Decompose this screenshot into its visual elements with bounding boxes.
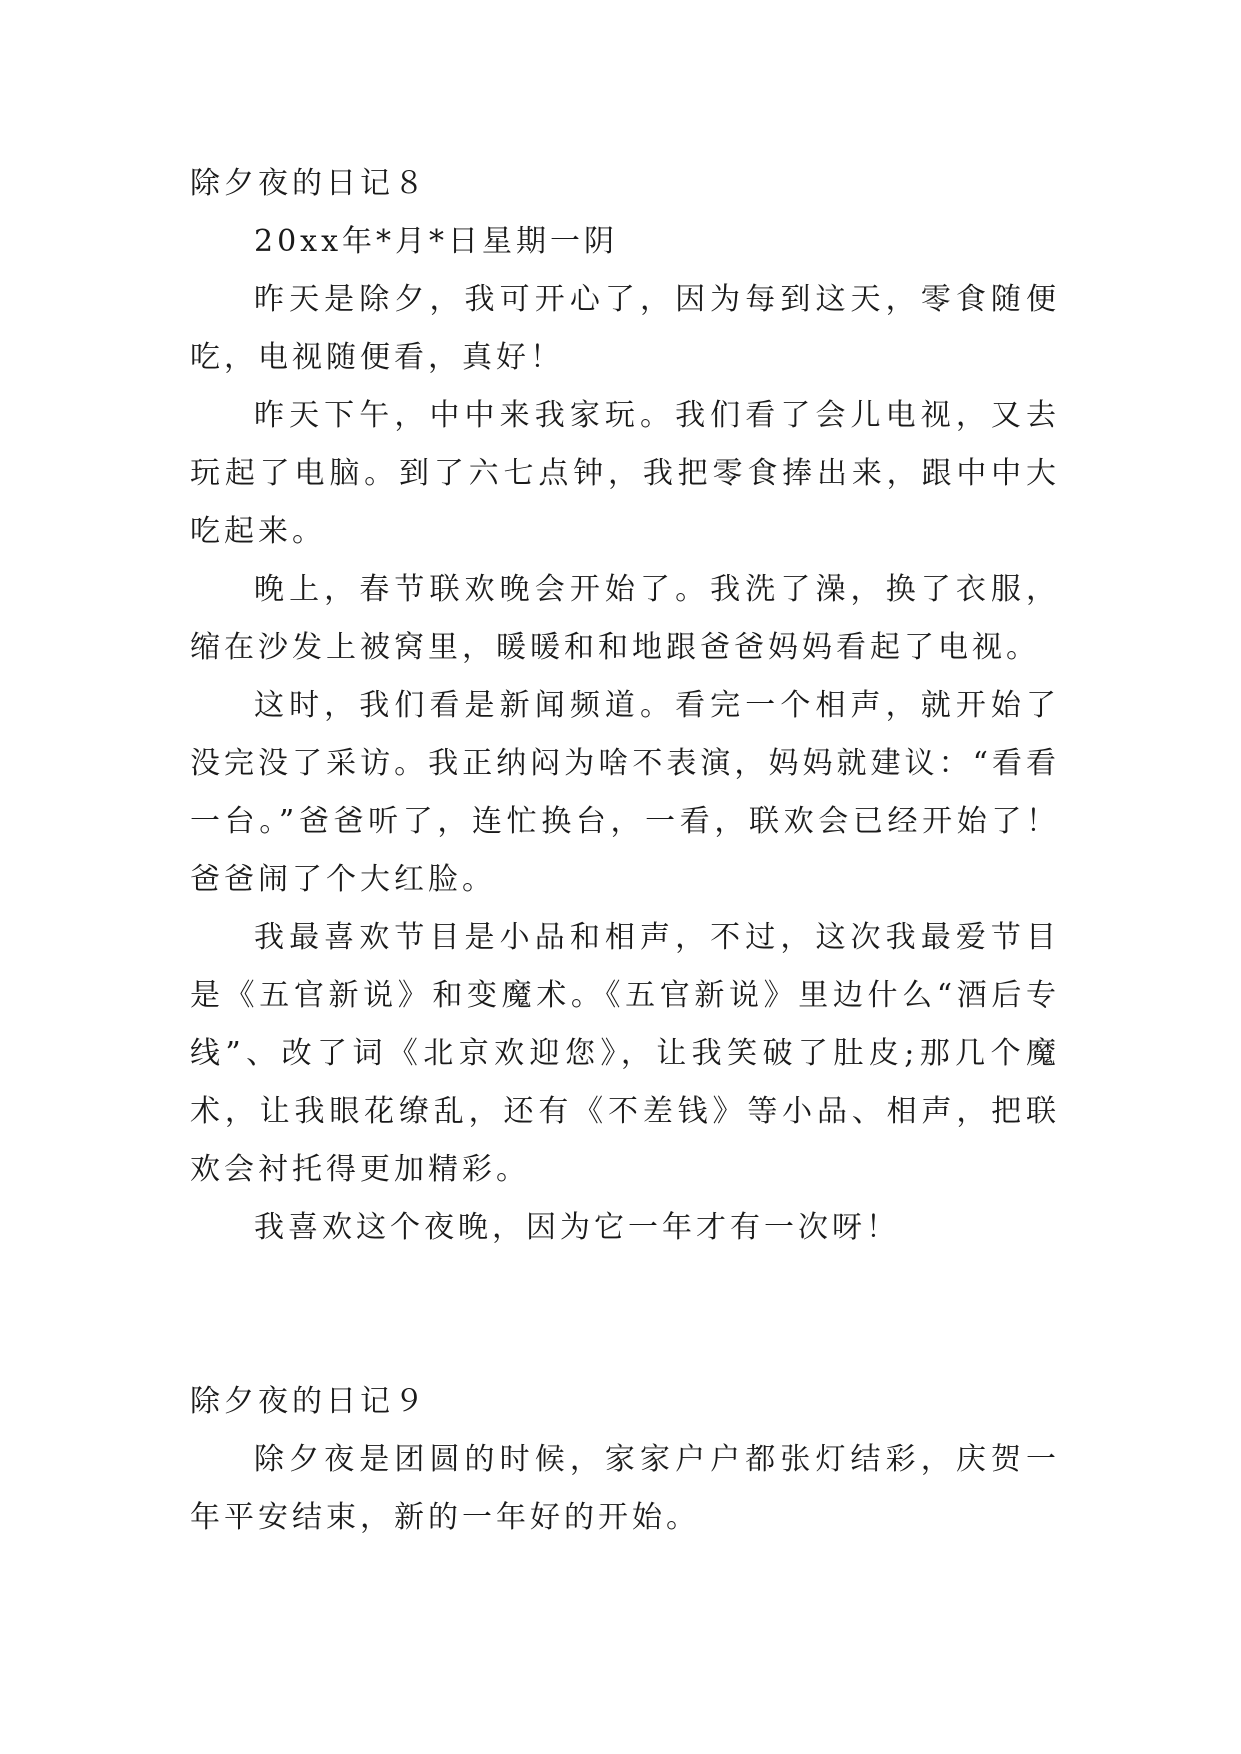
diary-entry-8 xyxy=(190,155,1060,1257)
paragraph: 除夕夜是团圆的时候，家家户户都张灯结彩，庆贺一年平安结束，新的一年好的开始。 xyxy=(190,1442,1060,1535)
paragraph: 我最喜欢节目是小品和相声，不过，这次我最爱节目是《五官新说》和变魔术。《五官新说》里边什么“酒后专线”、改了词《北京欢迎您》，让我笑破了肚皮;那几个魔术，让我眼花缭乱，还有《不差钱》等小品、相声，把联欢会衬托得更加精彩。 xyxy=(190,920,1060,1187)
paragraph: 昨天下午，中中来我家玩。我们看了会儿电视，又去玩起了电脑。到了六七点钟，我把零食捧出来，跟中中大吃起来。 xyxy=(190,398,1060,549)
entry-title: 除夕夜的日记８ xyxy=(190,166,428,201)
diary-entry-9 xyxy=(190,1373,1060,1547)
date-line: 20xx年*月*日星期一阴 xyxy=(254,224,619,259)
document-body xyxy=(190,155,1060,1547)
paragraph: 这时，我们看是新闻频道。看完一个相声，就开始了没完没了采访。我正纳闷为啥不表演，妈妈就建议：“看看一台。”爸爸听了，连忙换台，一看，联欢会已经开始了！爸爸闹了个大红脸。 xyxy=(190,688,1060,897)
paragraph: 昨天是除夕，我可开心了，因为每到这天，零食随便吃，电视随便看，真好！ xyxy=(190,282,1060,375)
paragraph: 晚上，春节联欢晚会开始了。我洗了澡，换了衣服，缩在沙发上被窝里，暖暖和和地跟爸爸妈妈看起了电视。 xyxy=(190,572,1060,665)
paragraph: 我喜欢这个夜晚，因为它一年才有一次呀！ xyxy=(254,1210,900,1245)
section-gap xyxy=(190,1257,1060,1373)
entry-title: 除夕夜的日记９ xyxy=(190,1384,428,1419)
